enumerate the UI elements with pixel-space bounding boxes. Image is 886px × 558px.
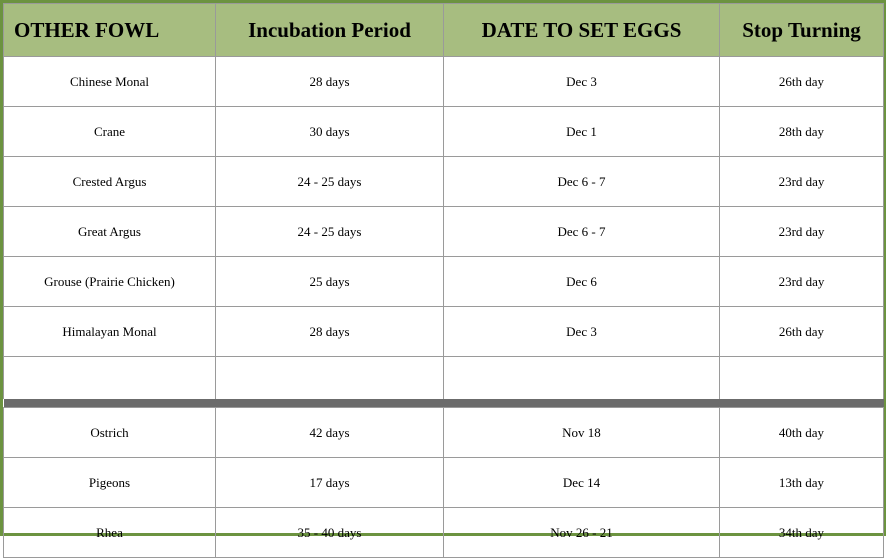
table-row [4, 57, 884, 107]
divider-bar [4, 399, 884, 408]
table-row [4, 257, 884, 307]
cell-date-to-set-eggs: Nov 18 [444, 408, 720, 458]
cell-date-to-set-eggs: Dec 1 [444, 107, 720, 157]
table-row [4, 157, 884, 207]
cell-stop-turning: 28th day [720, 107, 884, 157]
table-row [4, 458, 884, 508]
cell-stop-turning: 26th day [720, 57, 884, 107]
header-row [4, 4, 884, 57]
cell-date-to-set-eggs: Dec 3 [444, 57, 720, 107]
cell-stop-turning: 26th day [720, 307, 884, 357]
cell-stop-turning: 23rd day [720, 157, 884, 207]
cell-date-to-set-eggs: Dec 14 [444, 458, 720, 508]
column-header-other-fowl: OTHER FOWL [4, 4, 216, 57]
cell-empty [720, 357, 884, 400]
cell-incubation-period: 25 days [216, 257, 444, 307]
cell-date-to-set-eggs: Dec 3 [444, 307, 720, 357]
cell-incubation-period: 42 days [216, 408, 444, 458]
cell-incubation-period: 30 days [216, 107, 444, 157]
column-header-stop-turning: Stop Turning [720, 4, 884, 57]
cell-stop-turning: 23rd day [720, 257, 884, 307]
table-row [4, 207, 884, 257]
cell-incubation-period: 24 - 25 days [216, 157, 444, 207]
cell-incubation-period: 35 - 40 days [216, 508, 444, 558]
table-row [4, 408, 884, 458]
cell-species: Great Argus [4, 207, 216, 257]
cell-incubation-period: 24 - 25 days [216, 207, 444, 257]
cell-incubation-period: 28 days [216, 307, 444, 357]
table-header [4, 4, 884, 57]
cell-species: Crane [4, 107, 216, 157]
fowl-incubation-table [3, 3, 884, 558]
cell-incubation-period: 28 days [216, 57, 444, 107]
table-row [4, 508, 884, 558]
cell-stop-turning: 40th day [720, 408, 884, 458]
cell-species: Himalayan Monal [4, 307, 216, 357]
section-divider [4, 399, 884, 408]
cell-species: Chinese Monal [4, 57, 216, 107]
cell-species: Crested Argus [4, 157, 216, 207]
table-body [4, 57, 884, 558]
cell-empty [4, 357, 216, 400]
cell-date-to-set-eggs: Dec 6 - 7 [444, 207, 720, 257]
column-header-date-to-set-eggs: DATE TO SET EGGS [444, 4, 720, 57]
cell-species: Grouse (Prairie Chicken) [4, 257, 216, 307]
cell-date-to-set-eggs: Nov 26 - 21 [444, 508, 720, 558]
cell-stop-turning: 34th day [720, 508, 884, 558]
cell-empty [444, 357, 720, 400]
column-header-incubation-period: Incubation Period [216, 4, 444, 57]
table-row [4, 307, 884, 357]
cell-incubation-period: 17 days [216, 458, 444, 508]
cell-species: Ostrich [4, 408, 216, 458]
cell-date-to-set-eggs: Dec 6 - 7 [444, 157, 720, 207]
cell-species: Rhea [4, 508, 216, 558]
table-row [4, 107, 884, 157]
empty-row [4, 357, 884, 400]
cell-stop-turning: 23rd day [720, 207, 884, 257]
cell-species: Pigeons [4, 458, 216, 508]
cell-stop-turning: 13th day [720, 458, 884, 508]
cell-empty [216, 357, 444, 400]
cell-date-to-set-eggs: Dec 6 [444, 257, 720, 307]
